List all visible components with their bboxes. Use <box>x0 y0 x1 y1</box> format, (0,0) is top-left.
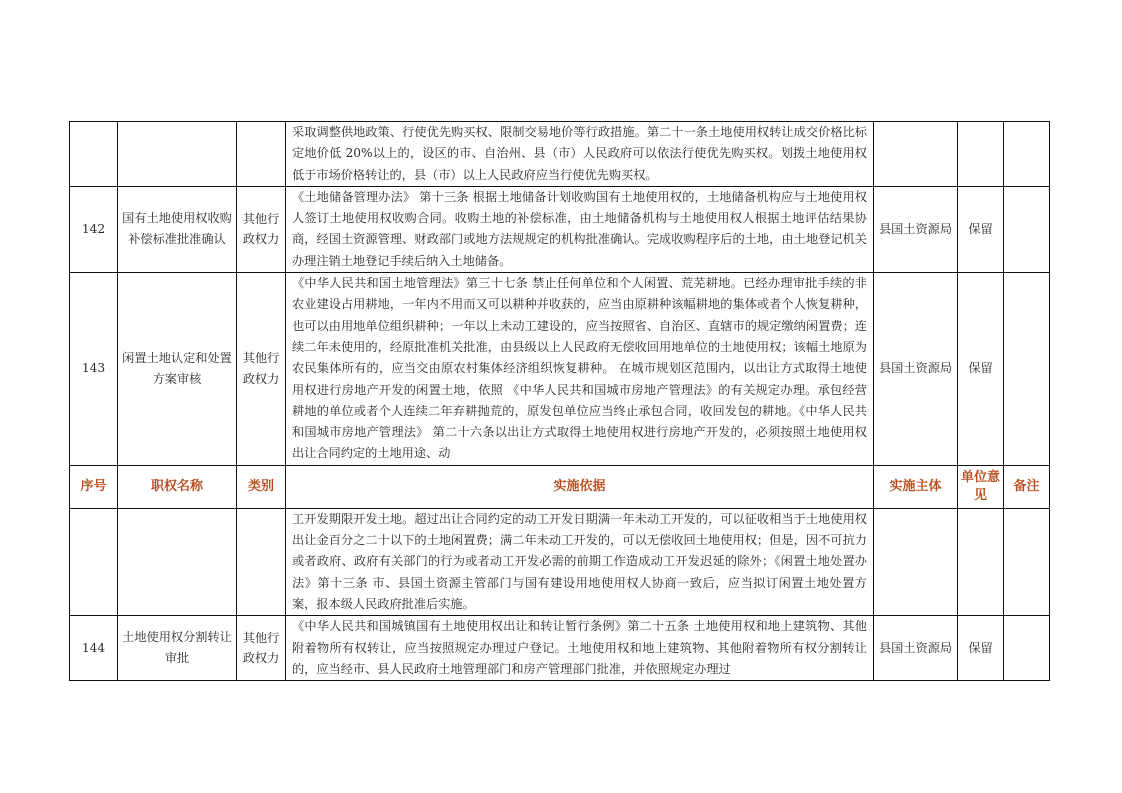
category-cell: 其他行政权力 <box>237 616 286 681</box>
remarks-cell <box>1004 273 1050 466</box>
basis-cell: 工开发期限开发土地。超过出让合同约定的动工开发日期满一年未动工开发的，可以征收相当于土地使用权出让金百分之二十以下的土地闲置费；满二年未动工开发的，可以无偿收回土地使用权；但是，因不可抗力或者政府、政府有关部门的行为或者动工开发必需的前期工作造成动工开发迟延的除外；《闲置土地处置办法》第十三条 市、县国土资源主管部门与国有建设用地使用权人协商一致后，应当拟订闲置土地处置方案，报本级人民政府批准后实施。 <box>286 508 874 615</box>
subject-cell: 县国土资源局 <box>874 273 958 466</box>
table-row <box>70 186 1050 272</box>
seq-cell: 142 <box>70 186 118 272</box>
remarks-cell <box>1004 186 1050 272</box>
name-cell <box>118 508 237 615</box>
name-cell <box>118 122 237 187</box>
table-row <box>70 616 1050 681</box>
table-row <box>70 508 1050 615</box>
header-remarks: 备注 <box>1004 465 1050 508</box>
header-opinion: 单位意见 <box>958 465 1004 508</box>
opinion-cell <box>958 508 1004 615</box>
authority-table <box>69 121 1050 681</box>
seq-cell: 144 <box>70 616 118 681</box>
seq-cell <box>70 508 118 615</box>
subject-cell: 县国土资源局 <box>874 616 958 681</box>
subject-cell <box>874 122 958 187</box>
opinion-cell <box>958 122 1004 187</box>
opinion-cell: 保留 <box>958 273 1004 466</box>
header-category: 类别 <box>237 465 286 508</box>
basis-cell: 采取调整供地政策、行使优先购买权、限制交易地价等行政措施。第二十一条土地使用权转让成交价格比标定地价低 20%以上的，设区的市、自治州、县（市）人民政府可以依法行使优先购买权。划拨土地使用权低于市场价格转让的，县（市）以上人民政府应当行使优先购买权。 <box>286 122 874 187</box>
header-basis: 实施依据 <box>286 465 874 508</box>
table-row <box>70 273 1050 466</box>
remarks-cell <box>1004 508 1050 615</box>
header-subject: 实施主体 <box>874 465 958 508</box>
header-name: 职权名称 <box>118 465 237 508</box>
opinion-cell: 保留 <box>958 616 1004 681</box>
category-cell <box>237 122 286 187</box>
remarks-cell <box>1004 122 1050 187</box>
basis-cell: 《土地储备管理办法》 第十三条 根据土地储备计划收购国有土地使用权的，土地储备机构应与土地使用权人签订土地使用权收购合同。收购土地的补偿标准，由土地储备机构与土地使用权人根据土地评估结果协商，经国土资源管理、财政部门或地方法规规定的机构批准确认。完成收购程序后的土地，由土地登记机关办理注销土地登记手续后纳入土地储备。 <box>286 186 874 272</box>
subject-cell <box>874 508 958 615</box>
header-seq: 序号 <box>70 465 118 508</box>
table-row <box>70 122 1050 187</box>
category-cell: 其他行政权力 <box>237 186 286 272</box>
seq-cell <box>70 122 118 187</box>
subject-cell: 县国土资源局 <box>874 186 958 272</box>
name-cell: 土地使用权分割转让审批 <box>118 616 237 681</box>
name-cell: 闲置土地认定和处置方案审核 <box>118 273 237 466</box>
category-cell <box>237 508 286 615</box>
name-cell: 国有土地使用权收购补偿标准批准确认 <box>118 186 237 272</box>
basis-cell: 《中华人民共和国土地管理法》第三十七条 禁止任何单位和个人闲置、荒芜耕地。已经办理审批手续的非农业建设占用耕地，一年内不用而又可以耕种并收获的，应当由原耕种该幅耕地的集体或者个人恢复耕种，也可以由用地单位组织耕种；一年以上未动工建设的，应当按照省、自治区、直辖市的规定缴纳闲置费；连续二年未使用的，经原批准机关批准，由县级以上人民政府无偿收回用地单位的土地使用权；该幅土地原为农民集体所有的，应当交由原农村集体经济组织恢复耕种。 在城市规划区范围内，以出让方式取得土地使用权进行房地产开发的闲置土地，依照 《中华人民共和国城市房地产管理法》的有关规定办理。承包经营耕地的单位或者个人连续二年弃耕抛荒的，原发包单位应当终止承包合同，收回发包的耕地。《中华人民共和国城市房地产管理法》 第二十六条以出让方式取得土地使用权进行房地产开发的，必须按照土地使用权出让合同约定的土地用途、动 <box>286 273 874 466</box>
seq-cell: 143 <box>70 273 118 466</box>
table-header-row <box>70 465 1050 508</box>
category-cell: 其他行政权力 <box>237 273 286 466</box>
opinion-cell: 保留 <box>958 186 1004 272</box>
basis-cell: 《中华人民共和国城镇国有土地使用权出让和转让暂行条例》第二十五条 土地使用权和地上建筑物、其他附着物所有权转让，应当按照规定办理过户登记。土地使用权和地上建筑物、其他附着物所有权分割转让的，应当经市、县人民政府土地管理部门和房产管理部门批准，并依照规定办理过 <box>286 616 874 681</box>
remarks-cell <box>1004 616 1050 681</box>
